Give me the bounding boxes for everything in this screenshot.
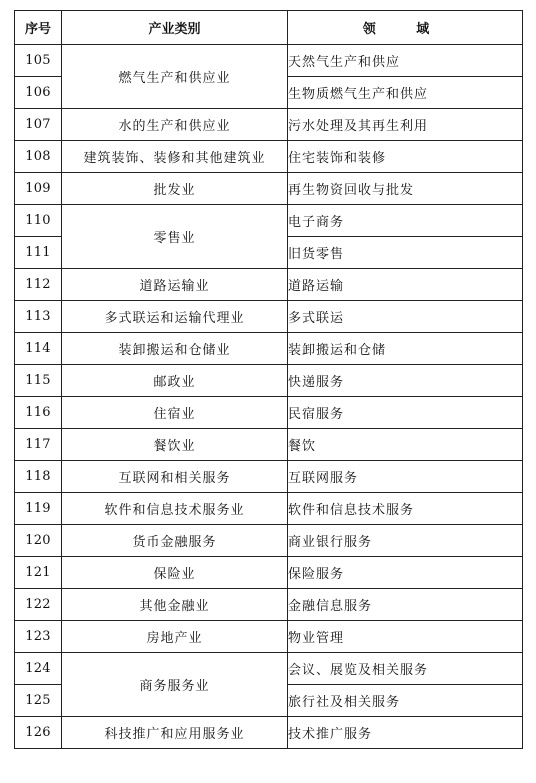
row-number: 113 xyxy=(15,301,62,333)
row-number: 108 xyxy=(15,141,62,173)
industry-category: 水的生产和供应业 xyxy=(62,109,288,141)
row-number: 120 xyxy=(15,525,62,557)
table-row xyxy=(15,525,523,557)
industry-category: 商务服务业 xyxy=(62,653,288,717)
field-domain: 多式联运 xyxy=(288,301,523,333)
field-domain: 民宿服务 xyxy=(288,397,523,429)
industry-category: 软件和信息技术服务业 xyxy=(62,493,288,525)
row-number: 110 xyxy=(15,205,62,237)
field-domain: 旅行社及相关服务 xyxy=(288,685,523,717)
row-number: 106 xyxy=(15,77,62,109)
header-row xyxy=(15,11,523,45)
industry-category: 建筑装饰、装修和其他建筑业 xyxy=(62,141,288,173)
industry-category: 餐饮业 xyxy=(62,429,288,461)
table-row xyxy=(15,333,523,365)
industry-category: 批发业 xyxy=(62,173,288,205)
table-row xyxy=(15,717,523,749)
row-number: 126 xyxy=(15,717,62,749)
industry-category: 住宿业 xyxy=(62,397,288,429)
field-domain: 装卸搬运和仓储 xyxy=(288,333,523,365)
row-number: 111 xyxy=(15,237,62,269)
industry-category: 道路运输业 xyxy=(62,269,288,301)
field-domain: 会议、展览及相关服务 xyxy=(288,653,523,685)
table-row xyxy=(15,173,523,205)
row-number: 107 xyxy=(15,109,62,141)
field-domain: 旧货零售 xyxy=(288,237,523,269)
table-row xyxy=(15,589,523,621)
table-row xyxy=(15,429,523,461)
table-row xyxy=(15,109,523,141)
field-domain: 软件和信息技术服务 xyxy=(288,493,523,525)
header-field: 领 域 xyxy=(288,11,523,45)
industry-table xyxy=(14,10,523,749)
field-domain: 保险服务 xyxy=(288,557,523,589)
row-number: 105 xyxy=(15,45,62,77)
table-row xyxy=(15,621,523,653)
field-domain: 金融信息服务 xyxy=(288,589,523,621)
table-row xyxy=(15,653,523,685)
row-number: 119 xyxy=(15,493,62,525)
table-row xyxy=(15,365,523,397)
table-body xyxy=(15,45,523,749)
row-number: 112 xyxy=(15,269,62,301)
industry-category: 互联网和相关服务 xyxy=(62,461,288,493)
row-number: 117 xyxy=(15,429,62,461)
field-domain: 互联网服务 xyxy=(288,461,523,493)
row-number: 121 xyxy=(15,557,62,589)
row-number: 114 xyxy=(15,333,62,365)
row-number: 118 xyxy=(15,461,62,493)
row-number: 116 xyxy=(15,397,62,429)
field-domain: 天然气生产和供应 xyxy=(288,45,523,77)
industry-category: 零售业 xyxy=(62,205,288,269)
industry-category: 科技推广和应用服务业 xyxy=(62,717,288,749)
industry-category: 多式联运和运输代理业 xyxy=(62,301,288,333)
field-domain: 再生物资回收与批发 xyxy=(288,173,523,205)
table-row xyxy=(15,269,523,301)
table-row xyxy=(15,557,523,589)
field-domain: 技术推广服务 xyxy=(288,717,523,749)
table-row xyxy=(15,493,523,525)
table-row xyxy=(15,45,523,77)
header-no: 序号 xyxy=(15,11,62,45)
field-domain: 餐饮 xyxy=(288,429,523,461)
table-row xyxy=(15,461,523,493)
table-row xyxy=(15,205,523,237)
row-number: 122 xyxy=(15,589,62,621)
field-domain: 住宅装饰和装修 xyxy=(288,141,523,173)
row-number: 109 xyxy=(15,173,62,205)
field-domain: 污水处理及其再生利用 xyxy=(288,109,523,141)
industry-category: 装卸搬运和仓储业 xyxy=(62,333,288,365)
industry-category: 燃气生产和供应业 xyxy=(62,45,288,109)
row-number: 123 xyxy=(15,621,62,653)
header-category: 产业类别 xyxy=(62,11,288,45)
field-domain: 道路运输 xyxy=(288,269,523,301)
row-number: 115 xyxy=(15,365,62,397)
industry-category: 其他金融业 xyxy=(62,589,288,621)
field-domain: 快递服务 xyxy=(288,365,523,397)
row-number: 125 xyxy=(15,685,62,717)
industry-category: 房地产业 xyxy=(62,621,288,653)
table-row xyxy=(15,141,523,173)
row-number: 124 xyxy=(15,653,62,685)
industry-category: 保险业 xyxy=(62,557,288,589)
field-domain: 生物质燃气生产和供应 xyxy=(288,77,523,109)
table-row xyxy=(15,301,523,333)
field-domain: 物业管理 xyxy=(288,621,523,653)
industry-category: 货币金融服务 xyxy=(62,525,288,557)
industry-category: 邮政业 xyxy=(62,365,288,397)
field-domain: 电子商务 xyxy=(288,205,523,237)
table-row xyxy=(15,397,523,429)
field-domain: 商业银行服务 xyxy=(288,525,523,557)
